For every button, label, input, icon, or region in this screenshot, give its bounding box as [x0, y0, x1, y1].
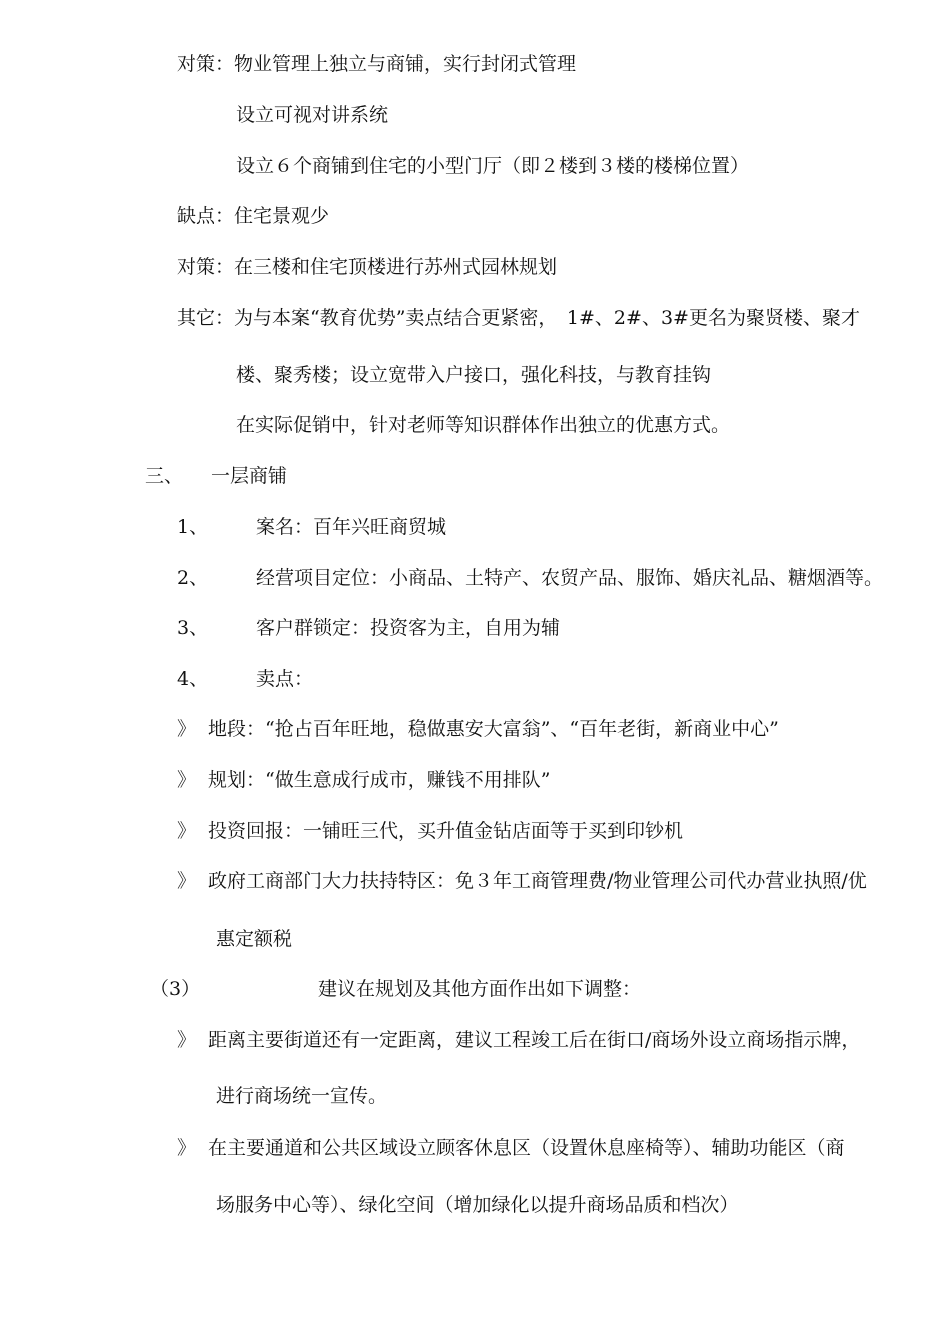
weakness-line: 缺点：住宅景观少 — [177, 205, 330, 227]
list-item-number: 4、 — [177, 668, 209, 690]
countermeasure-property-line: 对策：物业管理上独立与商铺，实行封闭式管理 — [177, 53, 577, 75]
selling-point-cont: 惠定额税 — [216, 928, 293, 950]
promotion-line: 在实际促销中，针对老师等知识群体作出独立的优惠方式。 — [236, 414, 731, 436]
selling-point: 规划：“做生意成行成市，赚钱不用排队” — [208, 769, 551, 791]
bullet-icon: 》 — [177, 769, 197, 791]
list-item-text: 卖点： — [256, 668, 314, 690]
bullet-icon: 》 — [177, 870, 197, 892]
bullet-icon: 》 — [177, 820, 197, 842]
intercom-line: 设立可视对讲系统 — [236, 104, 389, 126]
list-item-number: 3、 — [177, 617, 209, 639]
adjustment-item: 距离主要街道还有一定距离，建议工程竣工后在街口/商场外设立商场指示牌， — [208, 1029, 861, 1051]
list-item-text: 经营项目定位：小商品、土特产、农贸产品、服饰、婚庆礼品、糖烟酒等。 — [256, 567, 884, 589]
adjust-section-title: 建议在规划及其他方面作出如下调整： — [318, 978, 642, 1000]
adjustment-item: 在主要通道和公共区域设立顾客休息区（设置休息座椅等）、辅助功能区（商 — [208, 1137, 845, 1159]
list-item-text: 客户群锁定：投资客为主，自用为辅 — [256, 617, 561, 639]
bullet-icon: 》 — [177, 1029, 197, 1051]
list-item-number: 1、 — [177, 516, 209, 538]
list-item-text: 案名：百年兴旺商贸城 — [256, 516, 447, 538]
other-line: 其它：为与本案“教育优势”卖点结合更紧密， 1#、2#、3#更名为聚贤楼、聚才 — [177, 307, 860, 329]
list-item-number: 2、 — [177, 567, 209, 589]
bullet-icon: 》 — [177, 1137, 197, 1159]
selling-point: 政府工商部门大力扶持特区：免３年工商管理费/物业管理公司代办营业执照/优 — [208, 870, 867, 892]
selling-point: 地段：“抢占百年旺地，稳做惠安大富翁”、“百年老街，新商业中心” — [208, 718, 779, 740]
lobby-line: 设立６个商铺到住宅的小型门厅（即２楼到３楼的楼梯位置） — [236, 155, 750, 177]
selling-point: 投资回报：一铺旺三代，买升值金钻店面等于买到印钞机 — [208, 820, 684, 842]
section-title: 一层商铺 — [211, 465, 288, 487]
countermeasure-garden-line: 对策：在三楼和住宅顶楼进行苏州式园林规划 — [177, 256, 558, 278]
section-number: 三、 — [145, 465, 184, 487]
other-line-cont: 楼、聚秀楼；设立宽带入户接口，强化科技，与教育挂钩 — [236, 364, 712, 386]
adjustment-item-cont: 场服务中心等）、绿化空间（增加绿化以提升商场品质和档次） — [216, 1194, 739, 1216]
adjustment-item-cont: 进行商场统一宣传。 — [216, 1085, 388, 1107]
bullet-icon: 》 — [177, 718, 197, 740]
adjust-section-number: （3） — [150, 978, 201, 1000]
